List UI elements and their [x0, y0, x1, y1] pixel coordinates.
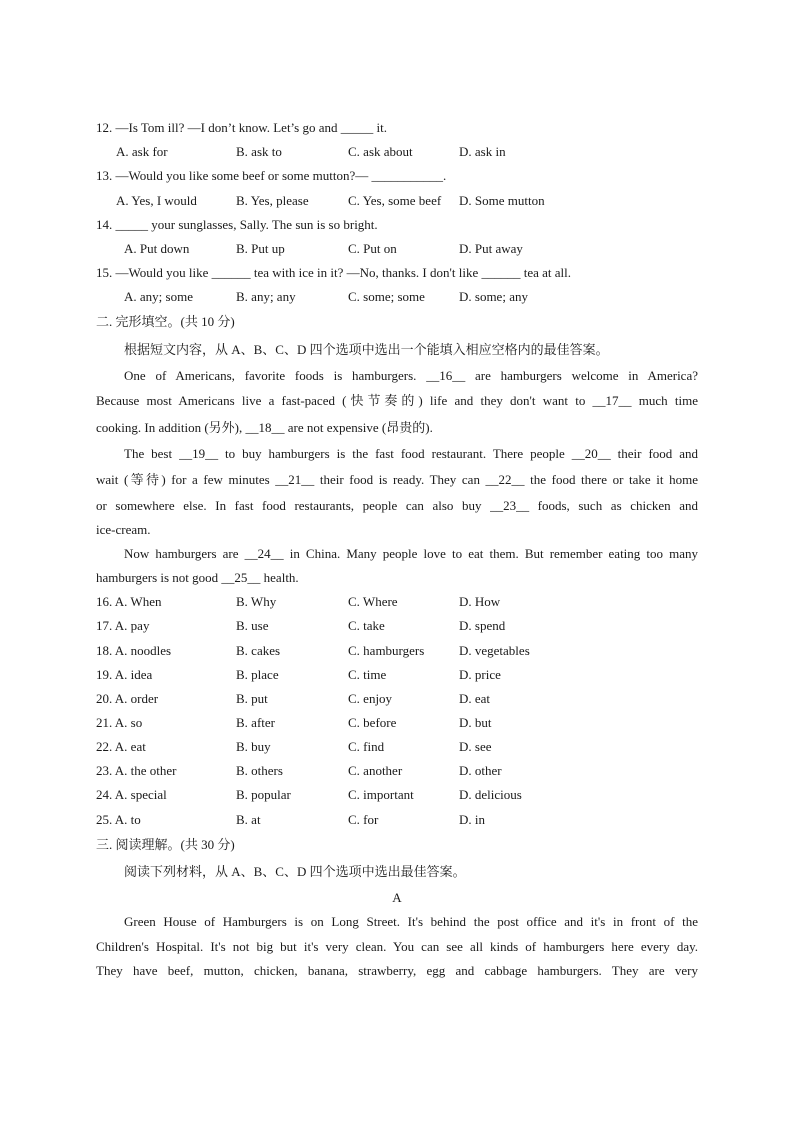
option-15b: B. any; any — [236, 289, 296, 304]
cloze-option-d: D. price — [459, 667, 501, 682]
cloze-line: wait (等待) for a few minutes __21__ their food is ready. They can __22__ the food there or take it home — [96, 472, 698, 487]
cloze-option-a: 20. A. order — [96, 691, 159, 706]
reading-line: Children's Hospital. It's not big but it's very clean. You can see all kinds of hamburgers here every day. — [96, 939, 698, 954]
passage-label: A — [392, 890, 402, 905]
cloze-option-d: D. see — [459, 739, 492, 754]
cloze-line: One of Americans, favorite foods is hamburgers. __16__ are hamburgers welcome in America? — [124, 368, 698, 383]
cloze-line: hamburgers is not good __25__ health. — [96, 570, 299, 585]
option-15c: C. some; some — [348, 289, 425, 304]
cloze-option-c: C. another — [348, 763, 403, 778]
cloze-option-c: C. important — [348, 787, 414, 802]
cloze-option-d: D. How — [459, 594, 501, 609]
cloze-line: Now hamburgers are __24__ in China. Many people love to eat them. But remember eating too many — [124, 546, 698, 561]
option-15d: D. some; any — [459, 289, 528, 304]
cloze-line: The best __19__ to buy hamburgers is the fast food restaurant. There people __20__ their food and — [124, 446, 698, 461]
cloze-option-a: 18. A. noodles — [96, 643, 172, 658]
cloze-option-a: 24. A. special — [96, 787, 167, 802]
cloze-option-b: B. after — [236, 715, 275, 730]
cloze-option-a: 19. A. idea — [96, 667, 153, 682]
question-12-stem: 12. —Is Tom ill? —I don’t know. Let’s go and _____ it. — [96, 120, 387, 135]
cloze-option-b: B. put — [236, 691, 268, 706]
cloze-line: ice-cream. — [96, 522, 151, 537]
cloze-option-b: B. popular — [236, 787, 291, 802]
cloze-option-b: B. buy — [236, 739, 271, 754]
option-13d: D. Some mutton — [459, 193, 545, 208]
cloze-option-d: D. delicious — [459, 787, 522, 802]
section2-heading: 二. 完形填空。(共 10 分) — [96, 314, 235, 329]
cloze-option-d: D. in — [459, 812, 485, 827]
cloze-option-c: C. take — [348, 618, 385, 633]
cloze-option-a: 21. A. so — [96, 715, 143, 730]
cloze-line: Because most Americans live a fast-paced (快节奏的) life and they don't want to __17__ much time — [96, 393, 698, 408]
cloze-option-a: 17. A. pay — [96, 618, 150, 633]
option-12d: D. ask in — [459, 144, 506, 159]
cloze-option-b: B. use — [236, 618, 269, 633]
cloze-option-b: B. others — [236, 763, 283, 778]
reading-line: They have beef, mutton, chicken, banana, strawberry, egg and cabbage hamburgers. They are very — [96, 963, 698, 978]
option-14d: D. Put away — [459, 241, 523, 256]
option-13c: C. Yes, some beef — [348, 193, 442, 208]
cloze-option-d: D. other — [459, 763, 502, 778]
section2-instruction: 根据短文内容，从 A、B、C、D 四个选项中选出一个能填入相应空格内的最佳答案。 — [124, 342, 609, 357]
cloze-option-d: D. spend — [459, 618, 506, 633]
cloze-option-c: C. before — [348, 715, 397, 730]
cloze-option-b: B. at — [236, 812, 261, 827]
reading-line: Green House of Hamburgers is on Long Street. It's behind the post office and it's in front of the — [124, 914, 698, 929]
cloze-option-d: D. vegetables — [459, 643, 530, 658]
cloze-option-c: C. find — [348, 739, 385, 754]
cloze-option-a: 25. A. to — [96, 812, 141, 827]
option-13a: A. Yes, I would — [116, 193, 197, 208]
section3-heading: 三. 阅读理解。(共 30 分) — [96, 837, 235, 852]
cloze-option-d: D. eat — [459, 691, 491, 706]
section3-instruction: 阅读下列材料，从 A、B、C、D 四个选项中选出最佳答案。 — [124, 864, 466, 879]
cloze-option-c: C. for — [348, 812, 379, 827]
cloze-line: cooking. In addition (另外), __18__ are not expensive (昂贵的). — [96, 420, 433, 435]
cloze-option-c: C. Where — [348, 594, 398, 609]
cloze-option-a: 16. A. When — [96, 594, 162, 609]
cloze-option-a: 23. A. the other — [96, 763, 177, 778]
option-14c: C. Put on — [348, 241, 397, 256]
cloze-option-d: D. but — [459, 715, 492, 730]
question-13-stem: 13. —Would you like some beef or some mutton?— ___________. — [96, 168, 447, 183]
option-14b: B. Put up — [236, 241, 285, 256]
question-14-stem: 14. _____ your sunglasses, Sally. The sun is so bright. — [96, 217, 378, 232]
option-12a: A. ask for — [116, 144, 168, 159]
cloze-option-b: B. cakes — [236, 643, 281, 658]
option-12c: C. ask about — [348, 144, 413, 159]
cloze-option-b: B. place — [236, 667, 279, 682]
option-14a: A. Put down — [124, 241, 190, 256]
question-15-stem: 15. —Would you like ______ tea with ice in it? —No, thanks. I don't like ______ tea at all. — [96, 265, 571, 280]
cloze-option-c: C. time — [348, 667, 387, 682]
option-12b: B. ask to — [236, 144, 282, 159]
option-15a: A. any; some — [124, 289, 193, 304]
cloze-option-c: C. hamburgers — [348, 643, 425, 658]
option-13b: B. Yes, please — [236, 193, 309, 208]
cloze-option-a: 22. A. eat — [96, 739, 146, 754]
cloze-option-b: B. Why — [236, 594, 277, 609]
cloze-line: or somewhere else. In fast food restaurants, people can also buy __23__ foods, such as chicken and — [96, 498, 698, 513]
cloze-option-c: C. enjoy — [348, 691, 393, 706]
